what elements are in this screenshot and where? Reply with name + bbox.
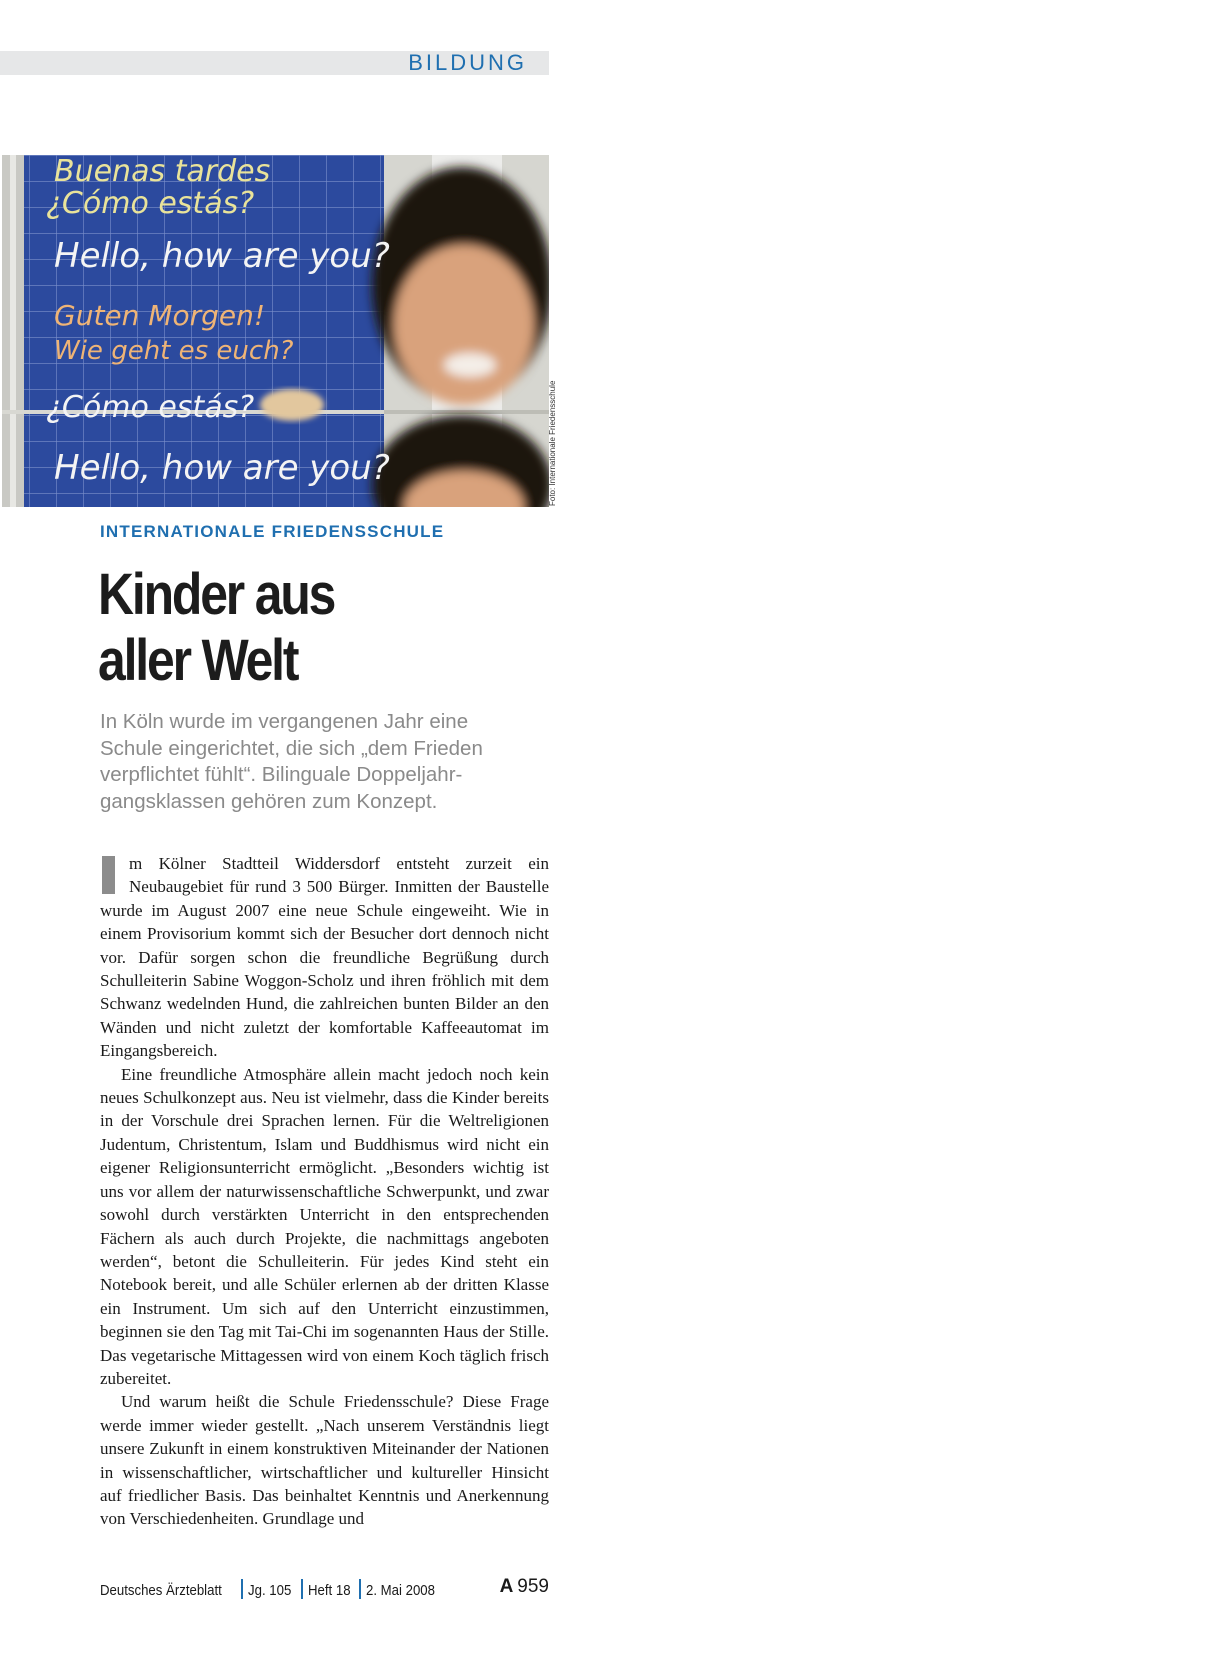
body-paragraph-2: Eine freundliche Atmosphäre allein macht jedoch noch kein neues Schulkonzept aus. Neu ist vielmehr, dass die Kinder bereits in der Vorschule drei Sprachen lernen. Für die Weltreligionen Judentum, Christentum, Islam und Buddhismus wird nicht ein eigener Religionsunterricht ermöglicht. „Besonders wichtig ist uns vor allem der naturwissenschaftliche Schwerpunkt, und zwar sowohl durch verstärkten Unterricht in den entsprechenden Fächern als auch durch Projekte, die nachmittags angeboten werden“, betont die Schulleiterin. Für jedes Kind steht ein Notebook bereit, und alle Schüler erlernen ab der dritten Klasse ein Instrument. Um sich auf den Unterricht einzustimmen, beginnen sie den Tag mit Tai-Chi im sogenannten Haus der Stille. Das vegetarische Mittagessen wird von einem Koch täglich frisch zubereitet. [100, 1064, 549, 1388]
article-kicker: INTERNATIONALE FRIEDENSSCHULE [100, 522, 445, 541]
article-body [100, 852, 549, 1531]
footer-date: 2. Mai 2008 [366, 1582, 435, 1599]
photo-credit: Foto: Internationale Friedensschule [548, 380, 557, 506]
footer-separator [359, 1579, 361, 1599]
board-line-5: Wie geht es euch? [54, 336, 294, 366]
section-header-bar [0, 51, 549, 75]
section-label: BILDUNG [408, 50, 527, 75]
article-photo [2, 155, 549, 507]
footer-separator [241, 1579, 243, 1599]
board-line-2: ¿Cómo estás? [46, 186, 255, 221]
article-headline [98, 562, 468, 694]
page-number-value: 959 [517, 1576, 549, 1597]
lead-line-3: verpflichtet fühlt“. Bilinguale Doppeljahr- [100, 763, 463, 786]
page-number [500, 1576, 549, 1598]
board-line-1: Buenas tardes [54, 155, 271, 189]
body-paragraph-1-text: m Kölner Stadtteil Widdersdorf entsteht zurzeit ein Neubaugebiet für rund 3 500 Bürger. Inmitten der Baustelle wurde im August 2007 eine neue Schule eingeweiht. Wie in einem Provisorium kommt sich der Besucher dort dennoch nicht vor. Dafür sorgen schon die freundliche Begrüßung durch Schulleiterin Sabine Woggon-Scholz und ihren fröhlich mit dem Schwanz wedelnden Hund, die zahlreichen bunten Bilder an den Wänden und nicht zuletzt der komfortable Kaffeeautomat im Eingangsbereich. [100, 854, 549, 1061]
page-footer [100, 1576, 549, 1603]
lead-line-1: In Köln wurde im vergangenen Jahr eine [100, 710, 469, 733]
footer-journal: Deutsches Ärzteblatt [100, 1582, 222, 1599]
lead-line-2: Schule eingerichtet, die sich „dem Frieden [100, 736, 483, 760]
footer-issue: Heft 18 [307, 1582, 351, 1599]
article-lead [100, 709, 540, 815]
lead-line-4: gangsklassen gehören zum Konzept. [100, 789, 438, 813]
board-line-3: Hello, how are you? [54, 236, 390, 276]
board-line-7: Hello, how are you? [54, 448, 390, 488]
body-paragraph-3: Und warum heißt die Schule Friedensschule? Diese Frage werde immer wieder gestellt. „Nach unserem Verständnis liegt unsere Zukunft in einem konstruktiven Miteinander der Nationen in wissenschaftlicher, wirtschaftlicher und kultureller Hinsicht auf friedlicher Basis. Das beinhaltet Kenntnis und Anerkennung von Verschiedenheiten. Grundlage und [100, 1392, 549, 1529]
footer-volume: Jg. 105 [248, 1582, 292, 1599]
board-line-4: Guten Morgen! [54, 299, 266, 332]
footer-meta [100, 1579, 444, 1599]
drop-cap-bar [102, 856, 115, 894]
headline-line-2: aller Welt [98, 628, 298, 693]
body-paragraph-1 [100, 852, 549, 1063]
footer-separator [301, 1579, 303, 1599]
page-prefix: A [499, 1576, 514, 1597]
headline-line-1: Kinder aus [98, 562, 335, 627]
board-line-6: ¿Cómo estás? [46, 390, 255, 425]
